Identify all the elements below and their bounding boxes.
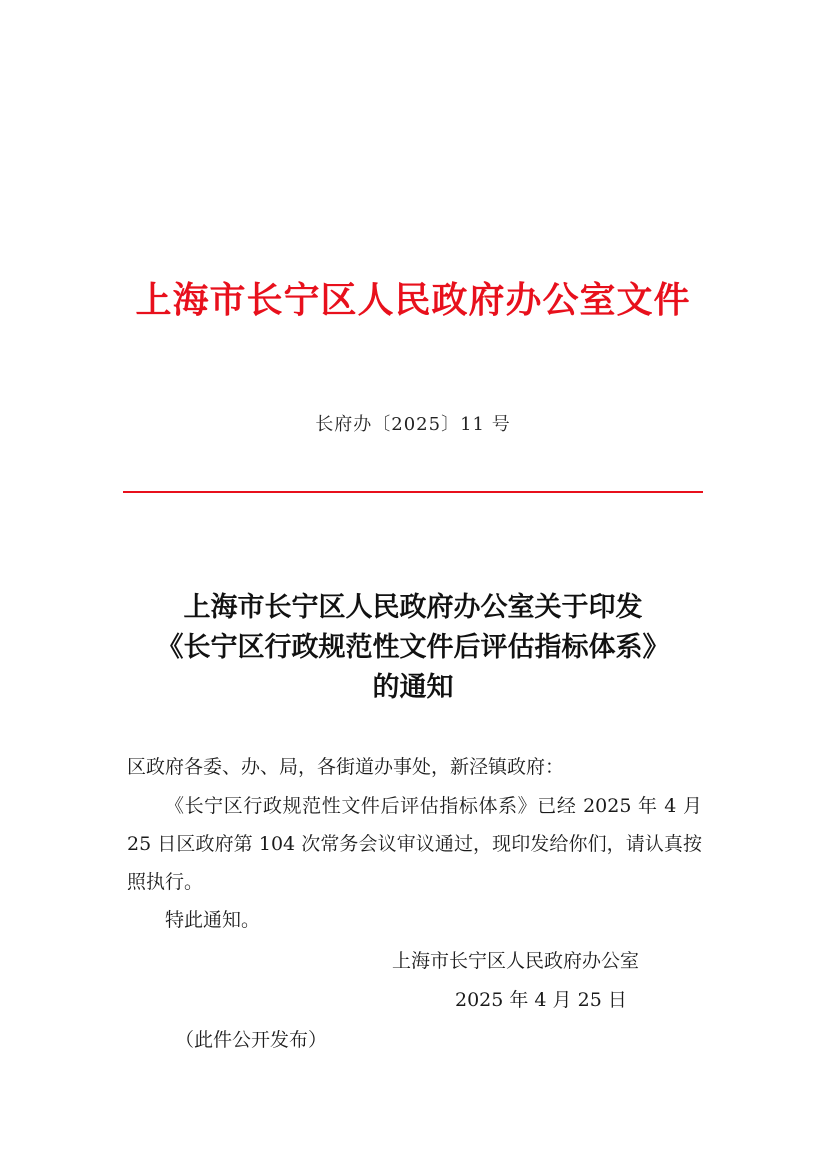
document-title xyxy=(0,588,826,708)
closing-line: 特此通知。 xyxy=(165,909,261,931)
document-title-line-2: 《长宁区行政规范性文件后评估指标体系》 xyxy=(156,632,670,663)
document-title-line-3: 的通知 xyxy=(372,672,454,703)
salutation: 区政府各委、办、局，各街道办事处，新泾镇政府： xyxy=(127,756,565,778)
issuer-signature: 上海市长宁区人民政府办公室 xyxy=(392,950,640,972)
issue-date: 2025 年 4 月 25 日 xyxy=(455,989,627,1011)
release-note: （此件公开发布） xyxy=(175,1029,328,1051)
red-divider-line xyxy=(123,491,703,493)
document-title-line-1: 上海市长宁区人民政府办公室关于印发 xyxy=(183,592,643,623)
masthead-title: 上海市长宁区人民政府办公室文件 xyxy=(135,279,691,321)
body-paragraph: 《长宁区行政规范性文件后评估指标体系》已经 2025 年 4 月 25 日区政府第 104 次常务会议审议通过，现印发给你们，请认真按照执行。 xyxy=(127,795,702,893)
document-number: 长府办〔2025〕11 号 xyxy=(315,414,511,435)
